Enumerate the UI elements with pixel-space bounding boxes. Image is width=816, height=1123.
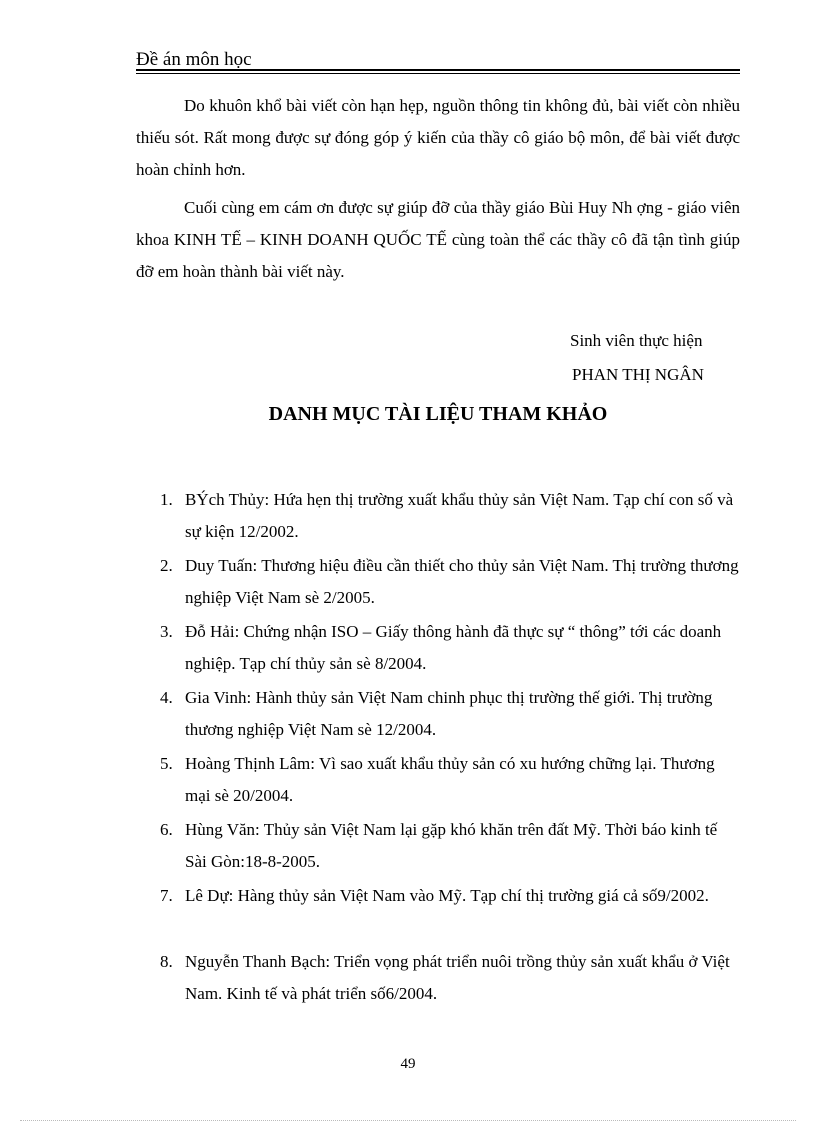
reference-text: Đỗ Hải: Chứng nhận ISO – Giấy thông hành đã thực sự “ thông” tới các doanh nghiệp. Tạp chí thủy sản sè 8/2004. bbox=[185, 622, 722, 673]
reference-text: Gia Vinh: Hành thủy sản Việt Nam chinh phục thị trường thế giới. Thị trường thương nghiệp Việt Nam sè 12/2004. bbox=[185, 688, 713, 739]
header-rule-thick bbox=[136, 69, 740, 71]
reference-item bbox=[160, 616, 740, 682]
reference-text: Hoàng Thịnh Lâm: Vì sao xuất khẩu thủy sản có xu hướng chững lại. Thương mại sè 20/2004. bbox=[185, 754, 715, 805]
page-number: 49 bbox=[400, 1056, 416, 1072]
reference-number: 2. bbox=[160, 556, 173, 575]
references-title: DANH MỤC TÀI LIỆU THAM KHẢO bbox=[268, 403, 608, 425]
reference-text: Nguyễn Thanh Bạch: Triển vọng phát triển nuôi trồng thủy sản xuất khẩu ở Việt Nam. Kinh tế và phát triển số6/2004. bbox=[185, 952, 730, 1003]
reference-text: Hùng Văn: Thủy sản Việt Nam lại gặp khó khăn trên đất Mỹ. Thời báo kinh tế Sài Gòn:18-8-2005. bbox=[185, 820, 718, 871]
header-title: Đề án môn học bbox=[136, 49, 252, 70]
page-bottom-border bbox=[20, 1120, 796, 1121]
signature-name: PHAN THỊ NGÂN bbox=[572, 365, 704, 384]
header-rule-thin bbox=[136, 73, 740, 74]
reference-number: 6. bbox=[160, 820, 173, 839]
reference-item bbox=[160, 814, 740, 880]
reference-number: 7. bbox=[160, 886, 173, 905]
reference-item bbox=[160, 946, 740, 1012]
reference-item bbox=[160, 748, 740, 814]
reference-text: BÝch Thủy: Hứa hẹn thị trường xuất khẩu thủy sản Việt Nam. Tạp chí con số và sự kiện 12/2002. bbox=[185, 490, 734, 541]
reference-text: Duy Tuấn: Thương hiệu điều cần thiết cho thủy sản Việt Nam. Thị trường thương nghiệp Việt Nam sè 2/2005. bbox=[185, 556, 739, 607]
paragraph-1: Do khuôn khổ bài viết còn hạn hẹp, nguồn thông tin không đủ, bài viết còn nhiều thiếu sót. Rất mong được sự đóng góp ý kiến của thầy cô giáo bộ môn, để bài viết được hoàn chỉnh hơn. bbox=[136, 96, 740, 179]
reference-number: 8. bbox=[160, 952, 173, 971]
reference-number: 3. bbox=[160, 622, 173, 641]
reference-item bbox=[160, 880, 740, 946]
reference-item bbox=[160, 550, 740, 616]
reference-number: 5. bbox=[160, 754, 173, 773]
references-list bbox=[160, 484, 740, 1012]
reference-item bbox=[160, 484, 740, 550]
reference-number: 1. bbox=[160, 490, 173, 509]
reference-text: Lê Dự: Hàng thủy sản Việt Nam vào Mỹ. Tạp chí thị trường giá cả số9/2002. bbox=[185, 886, 709, 905]
signature-role: Sinh viên thực hiện bbox=[570, 331, 703, 350]
reference-item bbox=[160, 682, 740, 748]
reference-number: 4. bbox=[160, 688, 173, 707]
paragraph-2: Cuối cùng em cám ơn được sự giúp đỡ của thầy giáo Bùi Huy Nh ợng - giáo viên khoa KINH TẾ – KINH DOANH QUỐC TẾ cùng toàn thể các thầy cô đã tận tình giúp đỡ em hoàn thành bài viết này. bbox=[136, 198, 740, 281]
